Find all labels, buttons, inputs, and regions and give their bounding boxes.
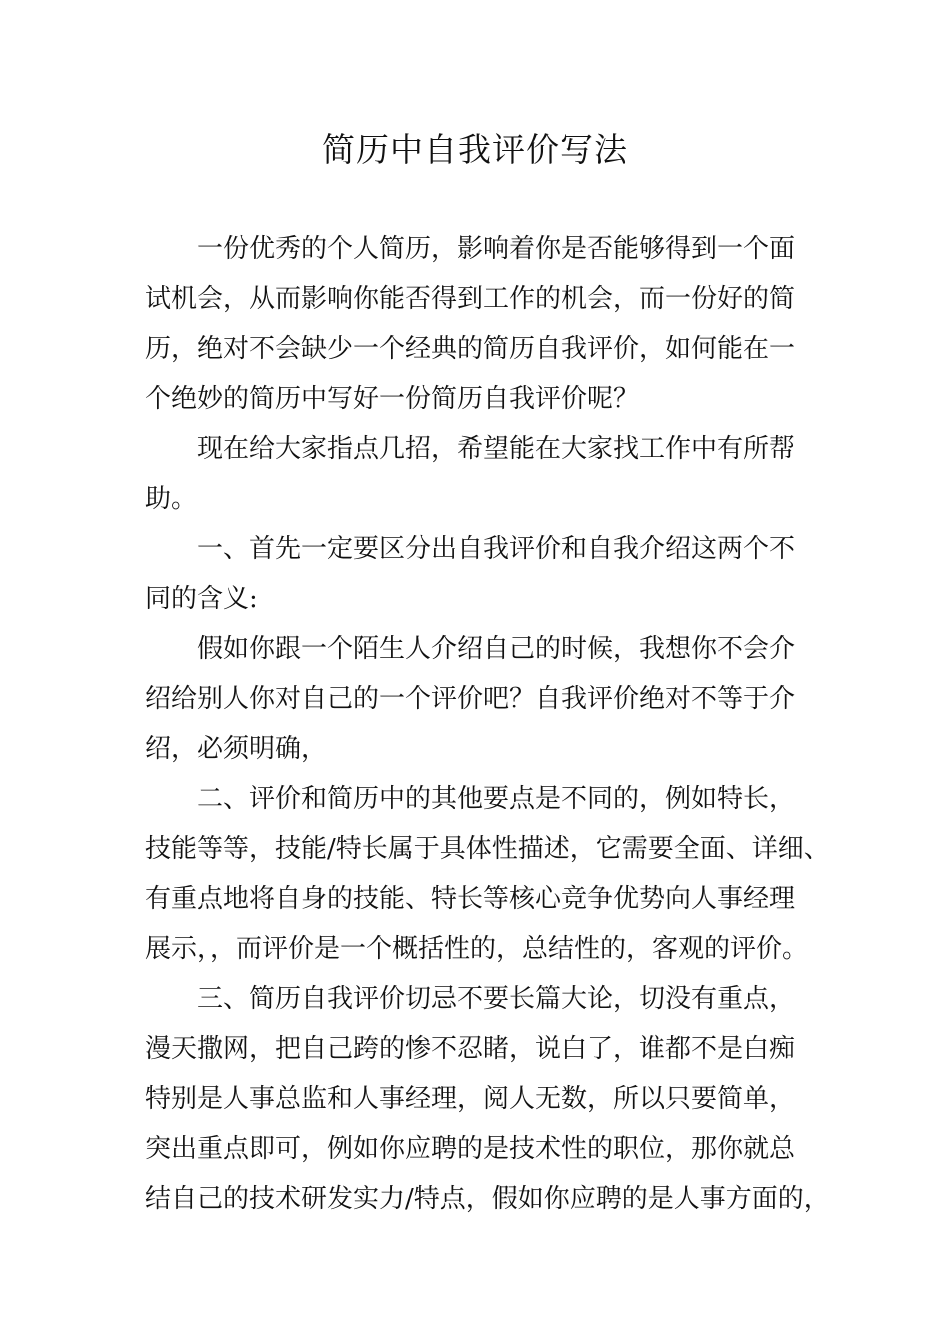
text-line: 现在给大家指点几招，希望能在大家找工作中有所帮 xyxy=(197,434,796,464)
text-line: 绍，必须明确， xyxy=(145,734,328,764)
text-line: 技能等等，技能/特长属于具体性描述，它需要全面、详细、 xyxy=(145,834,830,864)
text-line: 结自己的技术研发实力/特点，假如你应聘的是人事方面的， xyxy=(145,1184,830,1214)
text-line: 假如你跟一个陌生人介绍自己的时候，我想你不会介 xyxy=(197,634,796,664)
text-line: 历，绝对不会缺少一个经典的简历自我评价，如何能在一 xyxy=(145,334,796,364)
document-title: 简历中自我评价写法 xyxy=(322,130,628,169)
text-line: 有重点地将自身的技能、特长等核心竞争优势向人事经理 xyxy=(145,884,796,914)
text-line: 一份优秀的个人简历，影响着你是否能够得到一个面 xyxy=(197,234,796,264)
document-body xyxy=(145,224,835,1224)
text-line: 个绝妙的简历中写好一份简历自我评价呢？ xyxy=(145,384,640,414)
text-line: 绍给别人你对自己的一个评价吧？自我评价绝对不等于介 xyxy=(145,684,796,714)
text-line: 突出重点即可，例如你应聘的是技术性的职位，那你就总 xyxy=(145,1134,796,1164)
text-line: 助。 xyxy=(145,484,198,514)
text-line: 漫天撒网，把自己跨的惨不忍睹，说白了，谁都不是白痴 xyxy=(145,1034,796,1064)
text-line: 二、评价和简历中的其他要点是不同的，例如特长， xyxy=(197,784,796,814)
text-line: 特别是人事总监和人事经理，阅人无数，所以只要简单， xyxy=(145,1084,796,1114)
text-line: 同的含义: xyxy=(145,584,258,614)
text-line: 试机会，从而影响你能否得到工作的机会，而一份好的简 xyxy=(145,284,796,314)
text-line: 展示，，而评价是一个概括性的，总结性的，客观的评价。 xyxy=(145,934,809,964)
text-line: 三、简历自我评价切忌不要长篇大论，切没有重点， xyxy=(197,984,796,1014)
text-line: 一、首先一定要区分出自我评价和自我介绍这两个不 xyxy=(197,534,796,564)
